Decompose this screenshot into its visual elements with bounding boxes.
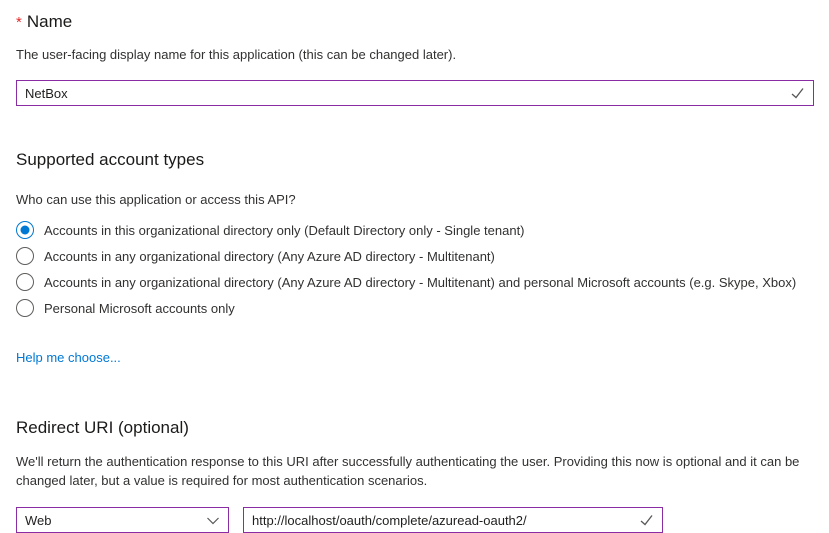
required-asterisk: * (16, 14, 22, 31)
chevron-down-icon (205, 513, 220, 528)
redirect-uri-input[interactable] (244, 508, 662, 532)
name-input-wrap (16, 80, 814, 106)
radio-option-label: Accounts in this organizational directory only (Default Directory only - Single tenant) (44, 222, 525, 238)
redirect-uri-description: We'll return the authentication response to this URI after successfully authenticating the user. Providing this now is optional and it can be changed later, but a value is required for most authentication scenarios. (16, 454, 800, 488)
account-types-title: Supported account types (16, 150, 205, 169)
redirect-uri-row (16, 507, 814, 533)
help-me-choose-link[interactable]: Help me choose... (16, 350, 121, 365)
radio-button-icon[interactable] (16, 247, 34, 265)
name-description: The user-facing display name for this application (this can be changed later). (16, 47, 457, 62)
radio-button-icon[interactable] (16, 273, 34, 291)
radio-option-label: Accounts in any organizational directory (Any Azure AD directory - Multitenant) and personal Microsoft accounts (e.g. Skype, Xbox) (44, 274, 797, 290)
radio-option-personal-only[interactable] (16, 299, 814, 317)
name-input[interactable] (17, 81, 813, 105)
platform-select-value: Web (25, 512, 52, 528)
redirect-uri-input-wrap (243, 507, 663, 533)
radio-button-icon[interactable] (16, 221, 34, 239)
name-section-title (16, 11, 814, 33)
account-types-question: Who can use this application or access this API? (16, 192, 296, 207)
radio-option-label: Personal Microsoft accounts only (44, 300, 235, 316)
redirect-uri-section (16, 417, 814, 533)
account-type-radio-group (16, 221, 814, 317)
name-section (16, 11, 814, 106)
redirect-uri-title: Redirect URI (optional) (16, 418, 189, 437)
radio-option-multitenant[interactable] (16, 247, 814, 265)
name-title-text: Name (26, 12, 73, 31)
account-types-section (16, 149, 814, 367)
radio-option-single-tenant[interactable] (16, 221, 814, 239)
platform-select[interactable] (16, 507, 229, 533)
radio-option-label: Accounts in any organizational directory (Any Azure AD directory - Multitenant) (44, 248, 495, 264)
radio-option-multitenant-personal[interactable] (16, 273, 814, 291)
radio-button-icon[interactable] (16, 299, 34, 317)
